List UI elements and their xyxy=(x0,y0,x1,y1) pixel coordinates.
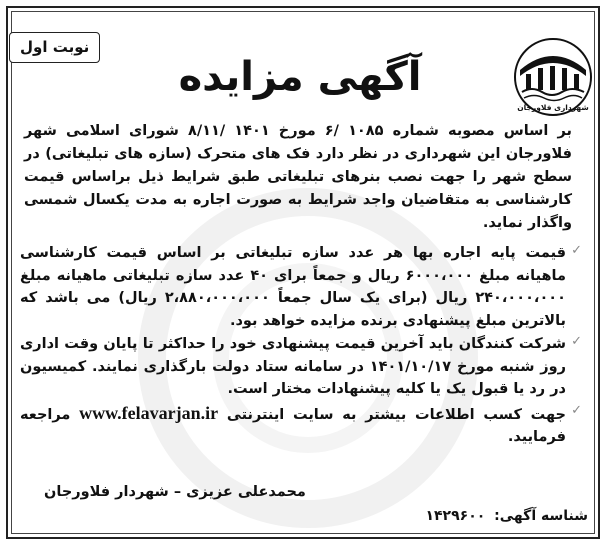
checkmark-icon: ✓ xyxy=(571,402,582,418)
notice-title: آگهی مزایده xyxy=(178,54,422,100)
logo-text: شهرداری فلاورجان xyxy=(517,103,589,112)
municipality-bridge-logo-icon xyxy=(512,36,594,118)
condition-item-deadline xyxy=(20,333,582,401)
round-badge: نوبت اول xyxy=(9,32,100,63)
website-link[interactable]: www.felavarjan.ir xyxy=(79,402,219,423)
condition-text: قیمت پایه اجاره بها هر عدد سازه تبلیغاتی بر اساس قیمت کارشناسی ماهیانه مبلغ ۶۰۰۰،۰۰۰ ریال و جمعاً برای ۴۰ عدد سازه تبلیغاتی ماهیانه مبلغ ۲۴۰،۰۰۰،۰۰۰ ریال (برای یک سال جمعاً ۲،۸۸۰،۰۰۰،۰۰۰ ریال) می باشد که بالاترین مبلغ پیشنهادی برنده مزایده خواهد بود. xyxy=(20,245,566,329)
conditions-list xyxy=(20,242,582,450)
ad-id-number: ۱۴۲۹۶۰۰ xyxy=(425,508,486,524)
intro-text: بر اساس مصوبه شماره ۱۰۸۵ /۶ مورخ ۱۴۰۱ /۸/۱۱ شورای اسلامی شهر فلاورجان این شهرداری در نظر دارد فک های متحرک (سازه های تبلیغاتی) در سطح شهر را جهت نصب بنرهای تبلیغاتی طبق شرایط ذیل براساس قیمت کارشناسی به متقاضیان واجد شرایط به صورت اجاره به مدت یکسال شمسی واگذار نماید. xyxy=(24,123,572,231)
ad-id-label: شناسه آگهی: xyxy=(494,508,588,524)
ad-identifier xyxy=(425,508,588,524)
condition-item-price xyxy=(20,242,582,332)
condition-item-website xyxy=(20,402,582,449)
intro-paragraph xyxy=(24,120,572,235)
checkmark-icon: ✓ xyxy=(571,243,582,258)
mayor-signature: محمدعلی عزیزی – شهردار فلاورجان xyxy=(44,484,306,500)
condition-text-after: مراجعه فرمایید. xyxy=(20,406,566,445)
condition-text: جهت کسب اطلاعات بیشتر به سایت اینترنتی xyxy=(226,406,566,423)
checkmark-icon: ✓ xyxy=(571,334,582,349)
condition-text: شرکت کنندگان باید آخرین قیمت پیشنهادی خود را حداکثر تا پایان وقت اداری روز شنبه مورخ ۱۴۰۱/۱۰/۱۷ در سامانه ستاد دولت بارگذاری نمایند. کمیسیون در رد یا قبول یک یا کلیه پیشنهادات مختار است. xyxy=(20,336,567,397)
